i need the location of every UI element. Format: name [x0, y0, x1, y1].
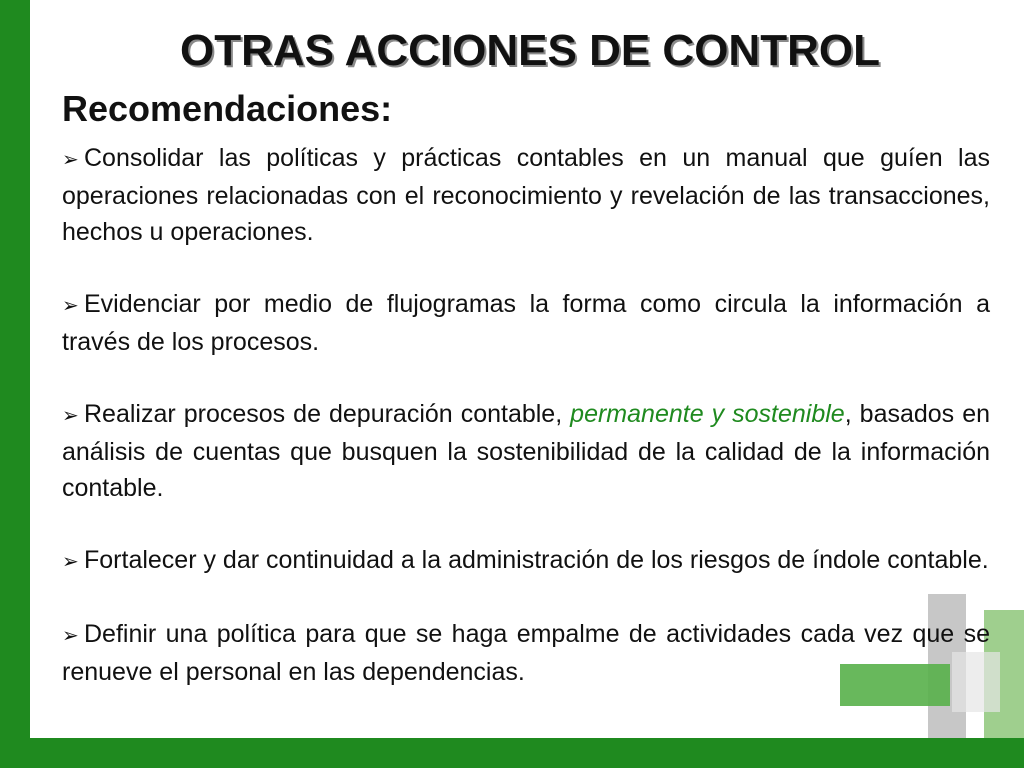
list-item-text: Evidenciar por medio de flujogramas la forma como circula la información a través de los procesos. — [62, 290, 990, 356]
emphasis-text: permanente y sostenible — [570, 400, 845, 428]
list-item-text: , basados en análisis de cuentas que busquen la sostenibilidad de la calidad de la información contable. — [62, 400, 990, 502]
list-item-text: Fortalecer y dar continuidad a la administración de los riesgos de índole contable. — [84, 546, 989, 574]
left-accent-bar — [0, 0, 30, 768]
slide-subtitle: Recomendaciones: — [62, 88, 393, 129]
list-item-text: Definir una política para que se haga empalme de actividades cada vez que se renueve el personal en las dependencias. — [62, 620, 990, 686]
recommendations-list — [62, 140, 990, 690]
arrow-bullet-icon: ➢ — [62, 625, 79, 647]
bottom-accent-bar — [0, 738, 1024, 768]
arrow-bullet-icon: ➢ — [62, 551, 79, 573]
arrow-bullet-icon: ➢ — [62, 405, 79, 427]
list-item — [62, 396, 990, 506]
list-item-text: Realizar procesos de depuración contable, — [84, 400, 571, 428]
list-item — [62, 140, 990, 250]
list-item — [62, 542, 990, 580]
list-item — [62, 616, 990, 690]
list-item — [62, 286, 990, 360]
list-item-text: Consolidar las políticas y prácticas contables en un manual que guíen las operaciones relacionadas con el reconocimiento y revelación de las transacciones, hechos u operaciones. — [62, 144, 990, 246]
arrow-bullet-icon: ➢ — [62, 149, 79, 171]
slide-title: OTRAS ACCIONES DE CONTROL — [180, 26, 880, 75]
arrow-bullet-icon: ➢ — [62, 295, 79, 317]
